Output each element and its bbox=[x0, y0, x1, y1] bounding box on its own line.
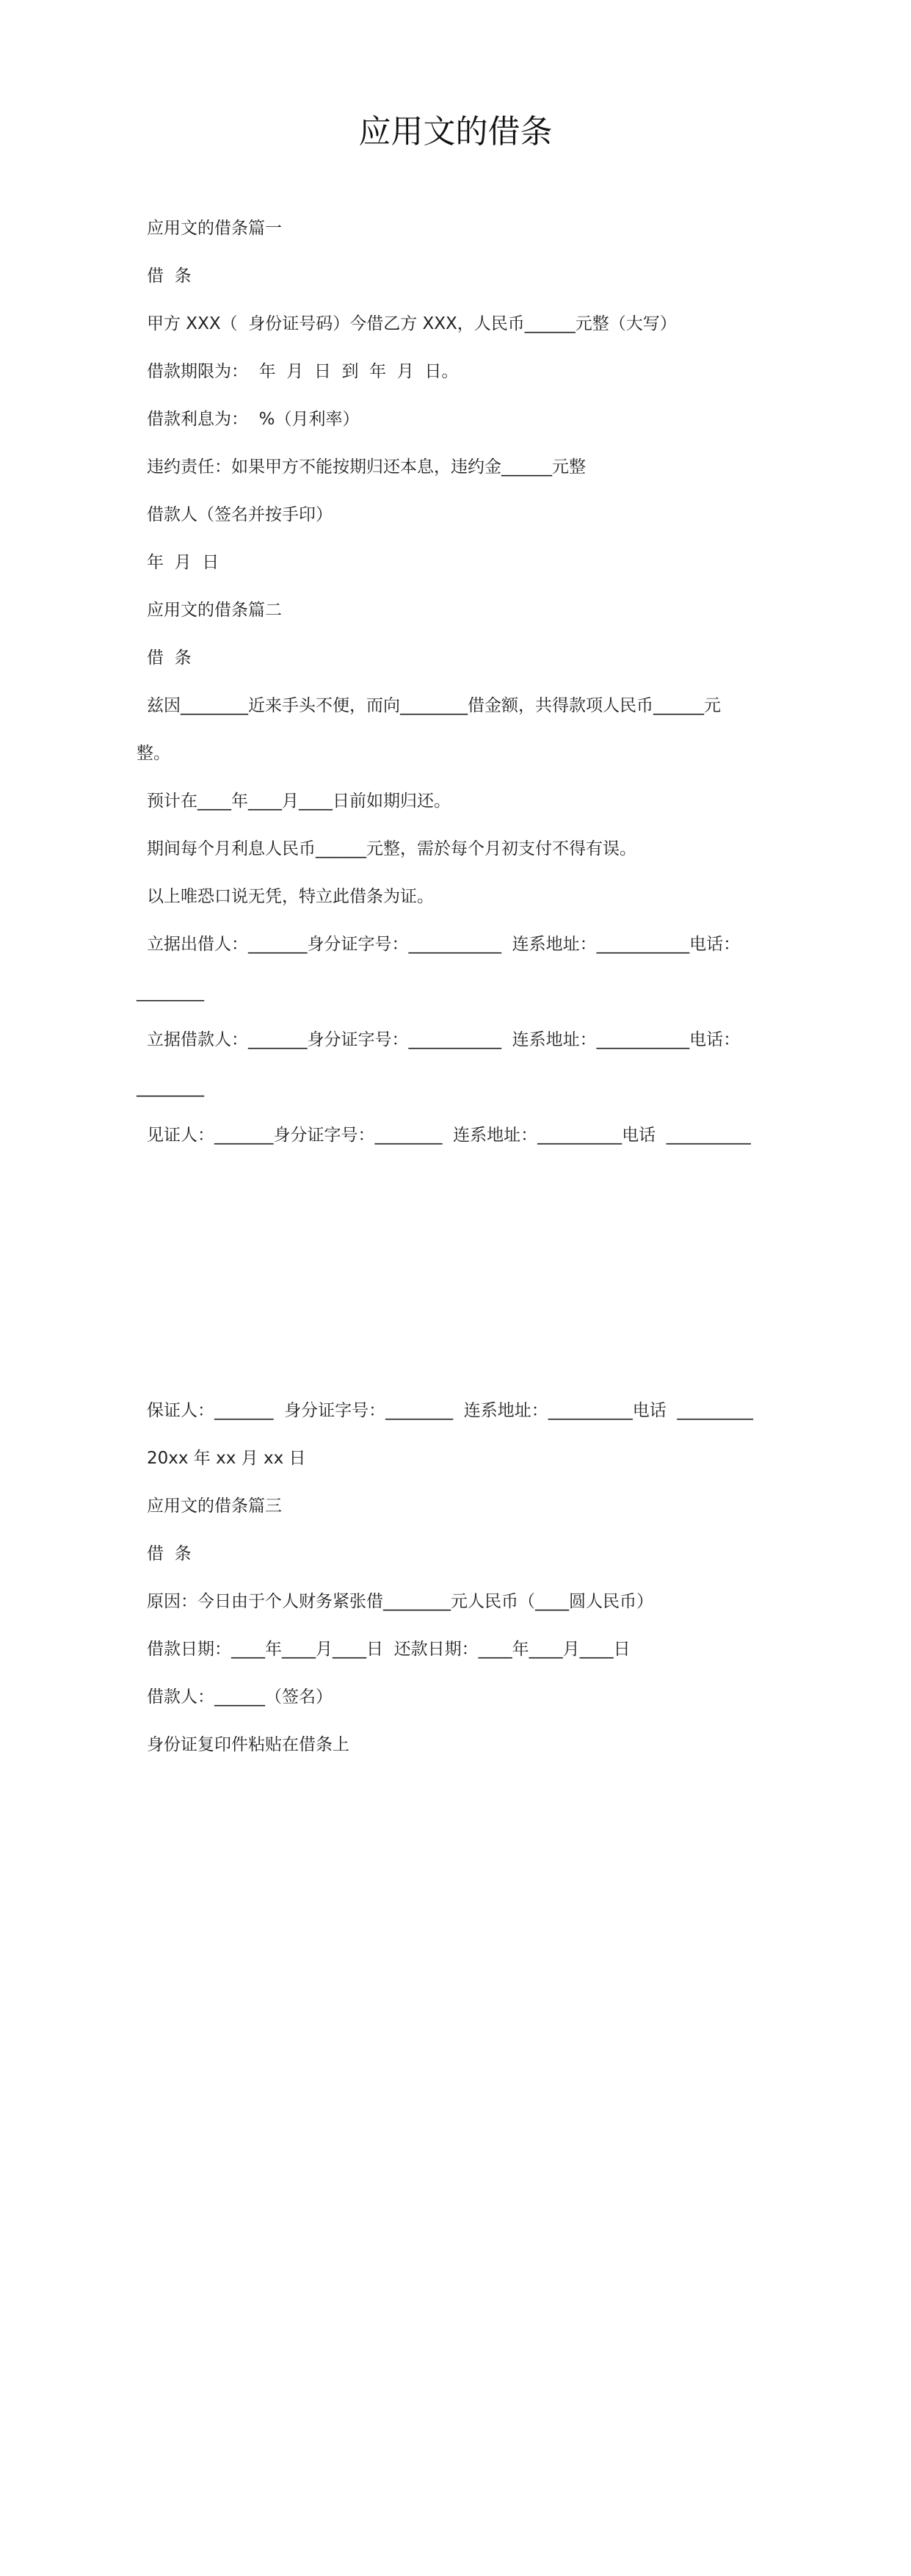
text-line: 借款人（签名并按手印） bbox=[147, 505, 333, 524]
text-line-continuation: ________ bbox=[137, 983, 204, 1002]
text-line: 借款人：______（签名） bbox=[147, 1687, 333, 1707]
borrower-info-line: 立据借款人：_______身分证字号：___________ 连系地址：___________电话： bbox=[147, 1030, 741, 1049]
witness-info-line: 见证人：_______身分证字号：________ 连系地址：__________电话 __________ bbox=[147, 1126, 751, 1145]
text-line: 借款期限为： 年 月 日 到 年 月 日。 bbox=[147, 362, 459, 381]
document-title: 应用文的借条 bbox=[358, 113, 553, 151]
text-line: 甲方 XXX（ 身份证号码）今借乙方 XXX，人民币______元整（大写） bbox=[147, 314, 677, 333]
text-line-continuation: ________ bbox=[137, 1078, 204, 1097]
section-heading-3: 应用文的借条篇三 bbox=[147, 1497, 282, 1516]
guarantor-info-line: 保证人：_______ 身分证字号：________ 连系地址：__________电话 _________ bbox=[147, 1401, 753, 1420]
date-line: 年 月 日 bbox=[147, 553, 219, 572]
section-heading-2: 应用文的借条篇二 bbox=[147, 601, 282, 620]
text-line: 借款利息为： %（月利率） bbox=[147, 410, 360, 429]
iou-heading: 借 条 bbox=[147, 1544, 192, 1563]
text-line: 兹因________近来手头不便，而向________借金额，共得款项人民币______元 bbox=[147, 696, 721, 715]
text-line: 期间每个月利息人民币______元整，需於每个月初支付不得有误。 bbox=[147, 839, 636, 858]
section-heading-1: 应用文的借条篇一 bbox=[147, 219, 282, 238]
iou-heading: 借 条 bbox=[147, 267, 192, 286]
text-line-continuation: 整。 bbox=[137, 744, 170, 763]
iou-heading: 借 条 bbox=[147, 648, 192, 667]
text-line: 违约责任：如果甲方不能按期归还本息，违约金______元整 bbox=[147, 457, 586, 477]
text-line: 预计在____年____月____日前如期归还。 bbox=[147, 792, 451, 811]
text-line: 以上唯恐口说无凭，特立此借条为证。 bbox=[147, 887, 434, 906]
text-line: 身份证复印件粘贴在借条上 bbox=[147, 1735, 349, 1754]
text-line: 原因：今日由于个人财务紧张借________元人民币（____圆人民币） bbox=[147, 1592, 653, 1611]
text-line: 借款日期：____年____月____日 还款日期：____年____月____日 bbox=[147, 1640, 631, 1659]
lender-info-line: 立据出借人：_______身分证字号：___________ 连系地址：___________电话： bbox=[147, 935, 741, 954]
date-line: 20xx 年 xx 月 xx 日 bbox=[147, 1449, 306, 1468]
